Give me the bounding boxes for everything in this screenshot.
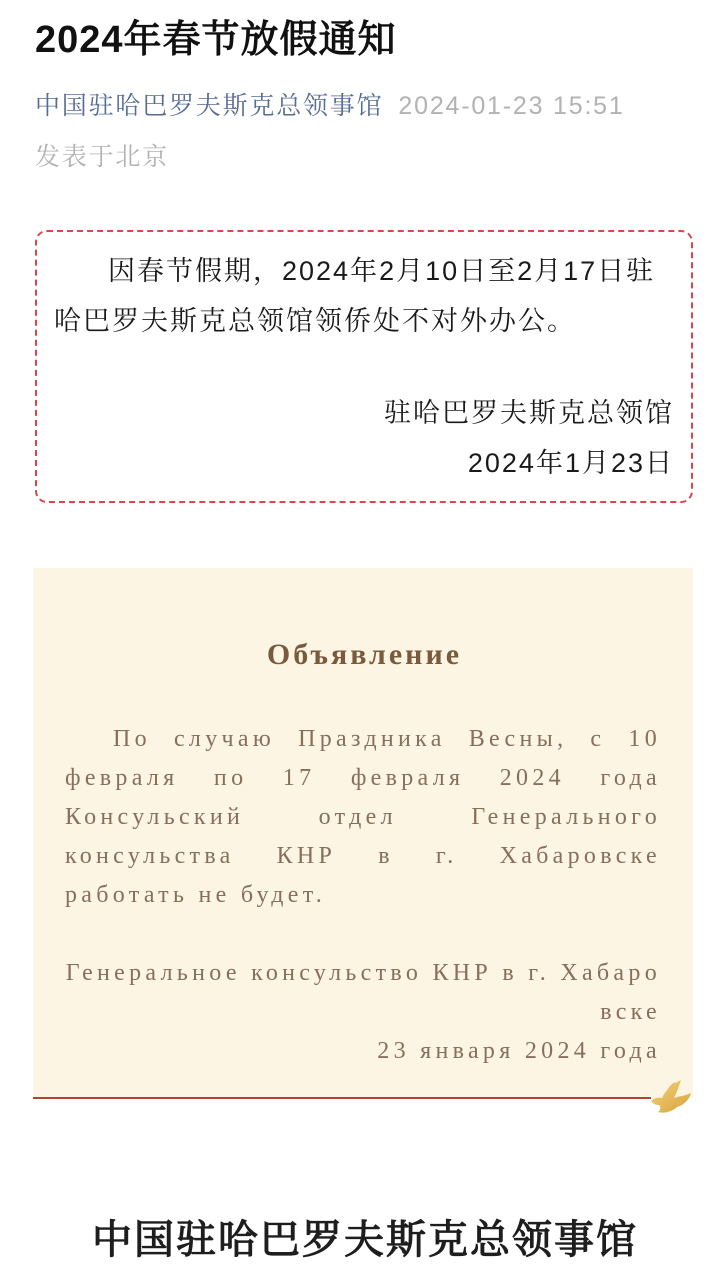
section-divider	[33, 1097, 651, 1099]
notice-ru-heading: Объявление	[266, 638, 463, 671]
article-meta	[35, 88, 625, 124]
publish-location: 发表于北京	[35, 143, 170, 171]
notice-ru-body: По случаю Праздника Весны, с 10 февраля по 17 февраля 2024 года Консульский отдел Генерального консульства КНР в г. Хабаровске работать не будет.	[65, 726, 661, 908]
dove-icon	[648, 1077, 694, 1117]
notice-cn-body: 因春节假期，2024年2月10日至2月17日驻哈巴罗夫斯克总领馆领侨处不对外办公。	[54, 256, 656, 336]
footer-brand: 中国驻哈巴罗夫斯克总领事馆	[92, 1217, 638, 1262]
account-name-link[interactable]: 中国驻哈巴罗夫斯克总领事馆	[35, 92, 384, 120]
publish-time: 2024-01-23 15:51	[398, 92, 625, 120]
notice-cn-date: 2024年1月23日	[467, 448, 674, 478]
notice-cn-box	[35, 230, 693, 503]
notice-cn-signature: 驻哈巴罗夫斯克总领馆	[384, 398, 674, 428]
notice-ru-date: 23 января 2024 года	[377, 1038, 661, 1064]
article-title: 2024年春节放假通知	[35, 19, 397, 61]
notice-ru-box	[33, 568, 693, 1098]
notice-ru-signature: Генеральное консульство КНР в г. Хабаровске	[65, 960, 661, 1025]
